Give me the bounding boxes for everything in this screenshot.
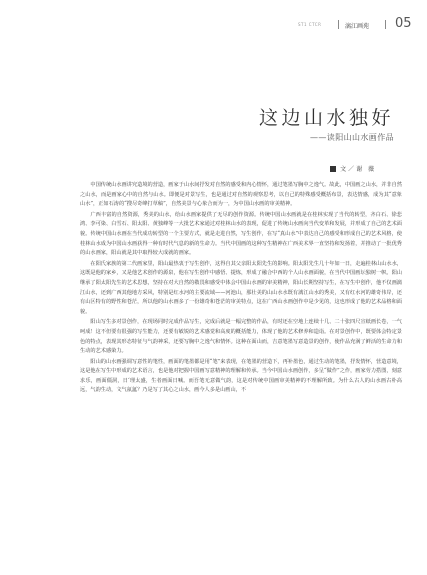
author-name: 文／谢 薇 (340, 166, 376, 173)
header-divider (338, 20, 339, 29)
page-header (0, 0, 427, 40)
paragraph: 阳山写生多对景创作，在现场同时完成作品写生，完成后就是一幅完整的作品，有时还在空地上连续十几、二十张四尺宣纸画长卷，一气呵成！这不但要有很强的写生能力，还要有敏锐的艺术感觉和高度的概括能力，体现了他的艺术修养和造诣。在对景创作中，既要体会特定景色的特点，表现其形态特征与气韵神采，还要写胸中之逸气和情怀。这种在面山而，吉意笔墨写意造景的创作，使作品充满了鲜活的生命力和生动的艺术感染力。 (80, 319, 402, 355)
paragraph: 广西丰富的自然资源，秀美的山水，给山水画家提供了无尽的创作资源。传统中国山水画就是在桂林实现了当代的转型，齐白石、徐悲鸿、李可染、白雪石、阳太阳、黄独峰等一大批艺术家通过对桂林山水的表现，促进了传统山水画向当代变革和发展，并形成了自己的艺术面貌。传统中国山水画在当代成功转型的一个主要方式，就是走进自然，写生创作，在写“真山水”中表达自己的感受和形成自己的艺术风格，使桂林山水成为中国山水画获得一种有时代气息的新的生命力。当代中国画的这种写生精神在广西美术界一直坚持和发扬着，并推动了一批优秀的山水画家，阳山就是其中取得较大成就的画家。 (80, 211, 402, 257)
paragraph: 阳山的山水画强调写意性的笔性，画面的笔墨都是用“笔”来表现，在笔墨的营造下，再补墨色，通过生动的笔墨，抒发情怀，营造意境，这是他在写生中形成的艺术语言，也是他对把握中国画写意精神的理解和传承。当今中国山水画创作，多呈“做作”之作，画家劳力搭图，刻意求乐，画面僵洞，日‘理太盛，生者画面日喊。而吾笔无意做气韵，这是对传统中国画审美精神的不理解所致。为什么古人的山水画古朴高远，气韵生动，文气氤氲？乃是写了其心之山水，画今人多是山画山，不 (80, 358, 402, 394)
page-number: 05 (395, 16, 412, 31)
header-divider (385, 20, 386, 29)
header-section-title: 漓江画苑 (345, 23, 370, 30)
header-small-text: ST1 CTCR (298, 22, 322, 27)
article-body (80, 181, 402, 571)
article-subtitle: ——读阳山山水画作品 (310, 133, 394, 142)
paragraph: 在阳氏家族的第二代画家里，阳山最热衷于写生创作，这得自其父亲阳太阳先生的影响。阳太阳先生几十年如一日，走遍桂林山山水水，这既是他的家乡，又是他艺术创作的源泉，他在写生创作中感悟、提炼，形成了融合中西的个人山水画面貌，在当代中国画坛独树一帜。阳山继承了阳太阳先生的艺术思想，坚持在对大自然的敬畏和感受中体会中国山水画的审美精神，阳山长期坚持写生，在写生中创作，他不仅画漓江山水，还到广西其他地方采风，特别是红水河的主要流域——河池山，那壮美的山山水水既有漓江山水的秀美，又有红水河的雄奇伟岸，还有山区特有的野性和苍茫，所以他的山水画多了一份雄奇和苍茫的审美特点，这在广西山水画创作中是少见的，这也形成了他的艺术品格和面貌。 (80, 260, 402, 315)
paragraph: 中国传统山水画讲究造境的营造，画家于山水间抒发对自然的感受和内心情怀，通过笔墨写胸中之逸气。故此，中国画之山水，并非自然之山水，而是画家心中的自然与山水。即便是对景写生，也是通过对自然的观察思考，以自己的特殊感受概括布景，表达情感，成为其“意象山水”，正如石涛的“搜尽奇峰打草稿”，自然美景与心象合而为一，为中国山水画的审美精神。 (80, 182, 402, 208)
article-title: 这边山水独好 (258, 107, 394, 129)
author-line (0, 158, 376, 177)
author-square-icon (330, 166, 336, 172)
